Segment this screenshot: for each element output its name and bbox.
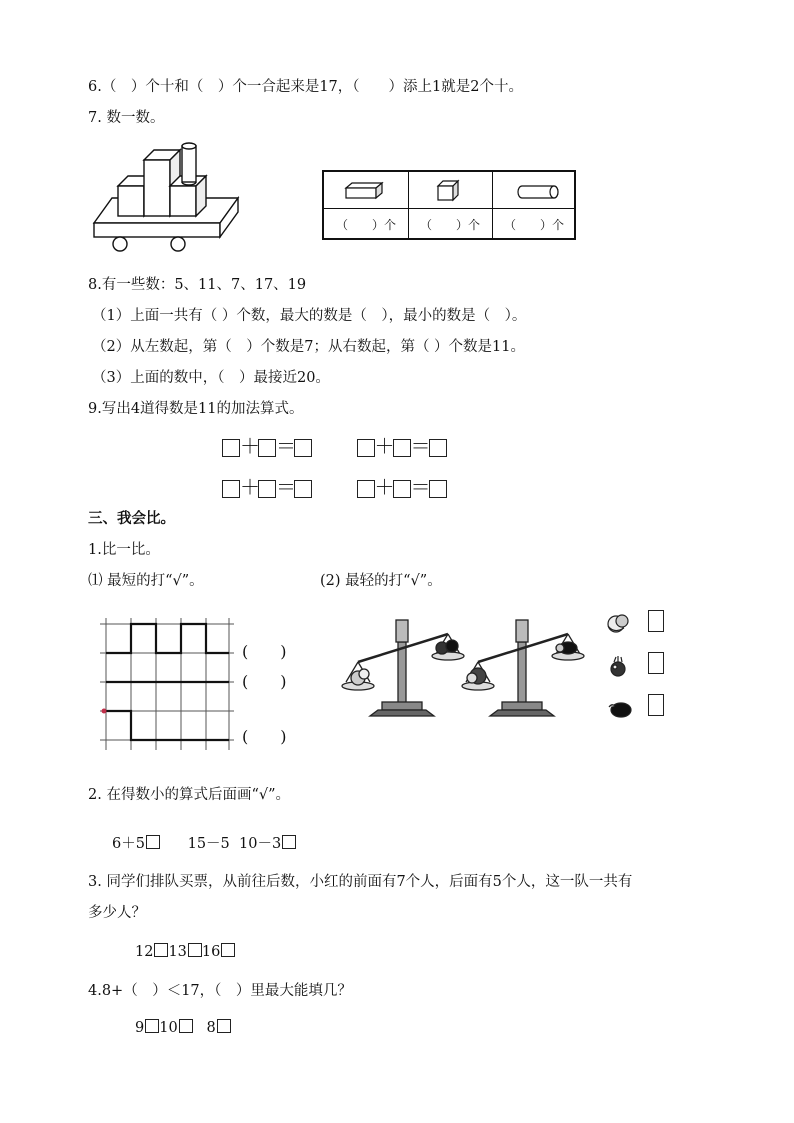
compare-3-continued: 多少人？ bbox=[88, 905, 146, 921]
cylinder-icon bbox=[518, 184, 560, 200]
plus-sign: ＋ bbox=[240, 434, 260, 458]
question-7: 7. 数一数。 bbox=[88, 110, 165, 126]
balance-scales-figure bbox=[338, 612, 588, 722]
expr-option-3: 10－3 bbox=[239, 836, 282, 852]
answer-box[interactable] bbox=[294, 439, 312, 457]
question-8-2: （2）从左数起，第（ ）个数是7；从右数起，第（ ）个数是11。 bbox=[92, 339, 526, 355]
line-grid-figure bbox=[98, 616, 238, 752]
number-option-1: 9 bbox=[135, 1020, 145, 1036]
eggplant-icon bbox=[606, 698, 634, 720]
answer-box[interactable] bbox=[429, 439, 447, 457]
expr-option-2: 15－5 bbox=[187, 836, 230, 852]
plus-sign: ＋ bbox=[374, 434, 395, 458]
section-3-title: 三、我会比。 bbox=[88, 511, 175, 527]
compare-1-2: (2) 最轻的打“√”。 bbox=[320, 573, 442, 589]
equation-row-2 bbox=[222, 475, 447, 499]
check-box[interactable] bbox=[179, 1019, 193, 1033]
compare-1-1: ⑴ 最短的打“√”。 bbox=[88, 573, 204, 589]
number-option-1: 12 bbox=[135, 944, 154, 960]
lightest-check-box-eggplant[interactable] bbox=[648, 694, 664, 716]
compare-4-options bbox=[135, 1018, 231, 1038]
check-box[interactable] bbox=[217, 1019, 231, 1033]
compare-3: 3. 同学们排队买票，从前往后数，小红的前面有7个人，后面有5个人，这一队一共有 bbox=[88, 874, 633, 890]
answer-box[interactable] bbox=[258, 480, 276, 498]
number-option-2: 10 bbox=[159, 1020, 178, 1036]
question-9: 9.写出4道得数是11的加法算式。 bbox=[88, 401, 304, 417]
answer-box[interactable] bbox=[258, 439, 276, 457]
cuboid-icon bbox=[344, 182, 384, 200]
lightest-check-box-radish[interactable] bbox=[648, 652, 664, 674]
equation-row-1 bbox=[222, 434, 447, 458]
answer-box[interactable] bbox=[393, 480, 411, 498]
cube-icon bbox=[436, 180, 462, 202]
expr-option-1: 6＋5 bbox=[112, 836, 145, 852]
answer-box[interactable] bbox=[294, 480, 312, 498]
lightest-check-box-cabbage[interactable] bbox=[648, 610, 664, 632]
line-answer-bracket-1[interactable]: ( ) bbox=[242, 642, 287, 661]
compare-1: 1.比一比。 bbox=[88, 542, 160, 558]
answer-box[interactable] bbox=[222, 480, 240, 498]
check-box[interactable] bbox=[154, 943, 168, 957]
compare-4: 4.8+（ ）＜17，（ ）里最大能填几？ bbox=[88, 983, 352, 999]
plus-sign: ＋ bbox=[374, 475, 395, 499]
check-box[interactable] bbox=[282, 835, 296, 849]
count-cell-cube[interactable]: （ ）个 bbox=[419, 218, 480, 232]
count-table bbox=[322, 170, 576, 240]
count-cell-cuboid[interactable]: （ ）个 bbox=[335, 218, 396, 232]
compare-3-options bbox=[135, 942, 235, 962]
question-6: 6.（ ）个十和（ ）个一合起来是17，（ ）添上1就是2个十。 bbox=[88, 79, 523, 95]
answer-box[interactable] bbox=[222, 439, 240, 457]
answer-box[interactable] bbox=[357, 439, 375, 457]
compare-2-options bbox=[112, 834, 296, 854]
question-8-3: （3）上面的数中，（ ）最接近20。 bbox=[92, 370, 330, 386]
count-cell-cylinder[interactable]: （ ）个 bbox=[503, 218, 564, 232]
number-option-3: 8 bbox=[206, 1020, 216, 1036]
cabbage-icon bbox=[604, 612, 632, 636]
compare-2: 2. 在得数小的算式后面画“√”。 bbox=[88, 787, 291, 803]
number-option-2: 13 bbox=[168, 944, 187, 960]
equals-sign: ＝ bbox=[276, 475, 296, 499]
line-answer-bracket-2[interactable]: ( ) bbox=[242, 672, 287, 691]
check-box[interactable] bbox=[221, 943, 235, 957]
number-option-3: 16 bbox=[201, 944, 221, 960]
check-box[interactable] bbox=[188, 943, 202, 957]
answer-box[interactable] bbox=[357, 480, 375, 498]
answer-box[interactable] bbox=[393, 439, 411, 457]
check-box[interactable] bbox=[145, 1019, 159, 1033]
plus-sign: ＋ bbox=[240, 475, 260, 499]
block-cart-figure bbox=[92, 138, 242, 258]
equals-sign: ＝ bbox=[410, 475, 431, 499]
answer-box[interactable] bbox=[429, 480, 447, 498]
equals-sign: ＝ bbox=[410, 434, 431, 458]
question-8: 8.有一些数：5、11、7、17、19 bbox=[88, 277, 307, 293]
question-8-1: （1）上面一共有（ ）个数，最大的数是（ ），最小的数是（ ）。 bbox=[92, 308, 527, 324]
radish-icon bbox=[606, 655, 630, 679]
line-answer-bracket-3[interactable]: ( ) bbox=[242, 727, 287, 746]
equals-sign: ＝ bbox=[276, 434, 296, 458]
check-box[interactable] bbox=[146, 835, 160, 849]
